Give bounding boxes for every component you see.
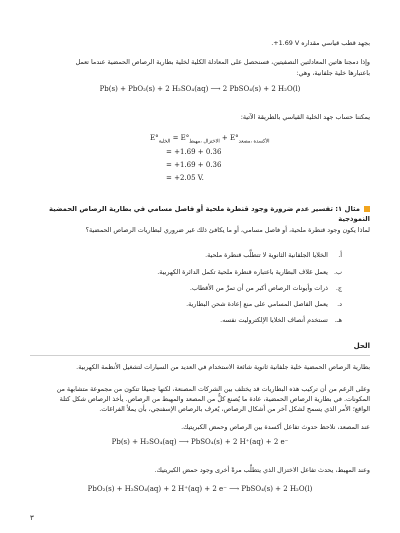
option-text: يعمل غلاف البطارية باعتباره قنطرة ملحية تكمل الدائرة الكهربية.	[157, 268, 328, 276]
solution-p2-line-1: وعلى الرغم من أن تركيب هذه البطاريات قد يختلف بين الشركات المصنعة، لكنها جميعًا تتكون من مجموعة متشابهة من	[56, 385, 370, 393]
option-d	[60, 299, 342, 309]
option-e	[60, 315, 342, 325]
calc-line-3: = +1.69 + 0.36	[166, 161, 222, 169]
option-c	[60, 283, 342, 293]
cathode-equation: PbO₂(s) + H₂SO₄(aq) + 2 H⁺(aq) + 2 e⁻ ⟶ PbSO₄(s) + 2 H₂O(l)	[87, 485, 313, 493]
example-question: لماذا يكون وجود قنطرة ملحية، أو فاصل مسامي، أو ما يكافئ ذلك غير ضروري لبطاريات الرصاص الحمضية؟	[85, 226, 370, 234]
calc-plus: + E°	[219, 134, 239, 142]
option-letter: هـ.	[334, 316, 342, 324]
solution-p1: بطارية الرصاص الحمضية خلية جلفانية ثانوية شائعة الاستخدام في العديد من السيارات لتشغيل الأنظمة الكهربية.	[76, 363, 370, 371]
option-text: ذرات وأيونات الرصاص أكبر من أن تمرَّ من الأقطاب.	[189, 284, 328, 292]
calc-sub-1: الاختزال ،مهبط	[189, 138, 220, 145]
page-number: ٣	[30, 514, 34, 522]
calc-eq: = E°	[170, 134, 190, 142]
option-text: يعمل الفاصل المسامي على منع إعادة شحن البطارية.	[186, 300, 328, 308]
option-a	[60, 250, 342, 260]
calc-line-4: = +2.05 V.	[166, 174, 204, 182]
solution-divider	[30, 355, 370, 356]
example-title-text: مثال ١: تفسير عدم ضرورة وجود قنطرة ملحية أو فاصل مسامي في بطارية الرصاص الحمضية النموذجية	[49, 205, 370, 223]
intro-line-3: باعتبارها خلية جلفانية، وهي:	[296, 69, 370, 77]
calc-lhs: E°	[150, 134, 159, 142]
intro-line-2: وإذا دمجنا هاتين المعادلتين النصفيتين، فسنحصل على المعادلة الكلية لخلية بطارية الرصاص الحمضية عندما تعمل	[75, 58, 370, 66]
calc-sub-2: الأكسدة ،مصعد	[238, 138, 270, 145]
anode-equation: Pb(s) + H₂SO₄(aq) ⟶ PbSO₄(s) + 2 H⁺(aq) + 2 e⁻	[111, 438, 289, 446]
intro-line-1: بجهد قطب قياسي مقداره ‎+1.69 V‎.	[271, 39, 370, 47]
solution-heading: الحل	[353, 342, 370, 350]
option-text: الخلايا الجلفانية الثانوية لا تتطلَّب قنطرة ملحية.	[205, 251, 328, 259]
solution-p2-line-2: المكونات. في بطارية الرصاص الحمضية، عادة ما يُصنع كلٌّ من المصعد والمهبط من الرصاص. يأخذ الرصاص شكل كتلة	[59, 395, 370, 403]
option-b	[60, 267, 342, 277]
example-marker-icon	[364, 206, 370, 212]
overall-equation: Pb(s) + PbO₂(s) + 2 H₂SO₄(aq) ⟶ 2 PbSO₄(s) + 2 H₂O(l)	[99, 85, 301, 93]
calc-intro: يمكننا حساب جهد الخلية القياسي بالطريقة الآتية:	[240, 113, 370, 121]
option-letter: أ.	[338, 251, 342, 259]
calc-line-1	[150, 133, 290, 147]
option-text: تستخدم أنصاف الخلايا الإلكتروليت نفسه.	[220, 316, 328, 324]
calc-line-2: = +1.69 + 0.36	[166, 148, 222, 156]
cathode-text: وعند المهبط، يحدث تفاعل الاختزال الذي يتطلَّب مرةً أخرى وجود حمض الكبريتيك.	[154, 466, 370, 474]
option-letter: ج.	[335, 284, 342, 292]
solution-p2-line-3: الواقع؛ الأمر الذي يسمح لشكل آخر من أشكال الرصاص، يُعرف بالرصاص الإسفنجي، بأن يملأ الفراغات.	[99, 405, 370, 413]
option-letter: ب.	[333, 268, 342, 276]
anode-text: عند المصعد، نلاحظ حدوث تفاعل أكسدة بين الرصاص وحمض الكبريتيك.	[181, 423, 370, 431]
calc-lhs-sub: الخلية	[158, 138, 171, 145]
example-title	[30, 204, 370, 224]
option-letter: د.	[337, 300, 342, 308]
